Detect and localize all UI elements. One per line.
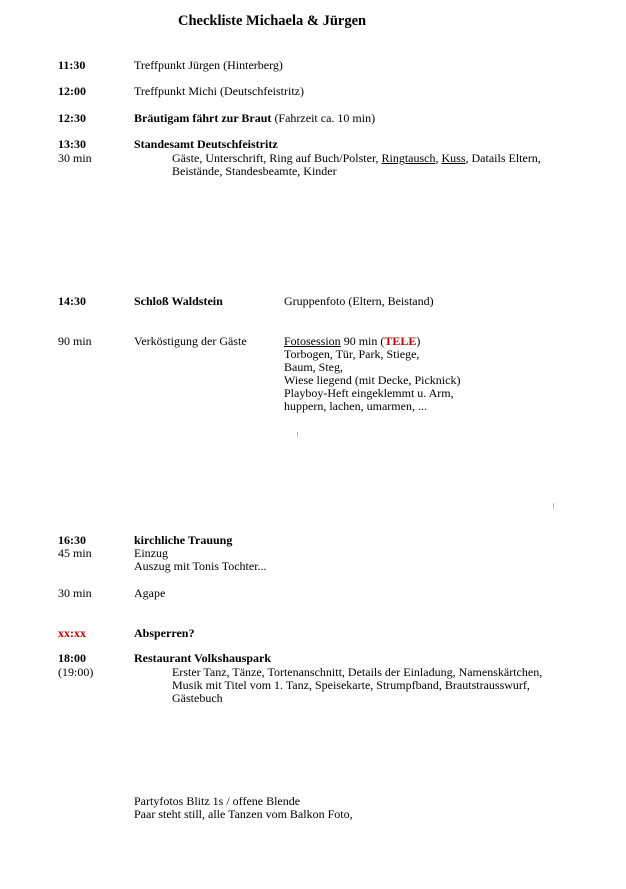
entry-fotosession bbox=[284, 335, 460, 413]
alt-time-1900: (19:00) bbox=[58, 665, 94, 679]
time-1130: 11:30 bbox=[58, 58, 86, 72]
duration-90min: 90 min bbox=[58, 334, 92, 348]
entry-kirchliche-trauung-title: kirchliche Trauung bbox=[134, 533, 233, 547]
entry-einzug: Einzug bbox=[134, 546, 168, 560]
restaurant-line-1: Erster Tanz, Tänze, Tortenanschnitt, Details der Einladung, Namenskärtchen, bbox=[172, 665, 543, 679]
fotosession-line-2: Baum, Steg, bbox=[284, 360, 343, 374]
fotosession-line-4: Playboy-Heft eingeklemmt u. Arm, bbox=[284, 386, 454, 400]
entry-restaurant-details bbox=[172, 666, 542, 705]
standesamt-kuss: Kuss bbox=[441, 151, 466, 165]
entry-restaurant-title: Restaurant Volkshauspark bbox=[134, 651, 272, 665]
duration-30min-agape: 30 min bbox=[58, 586, 92, 600]
fotosession-rest: 90 min ( bbox=[340, 334, 385, 348]
standesamt-text-e: , Datails Eltern, bbox=[465, 151, 541, 165]
time-1230: 12:30 bbox=[58, 111, 86, 125]
time-1330: 13:30 bbox=[58, 137, 86, 151]
entry-treffpunkt-michi: Treffpunkt Michi (Deutschfeistritz) bbox=[134, 84, 304, 98]
entry-braeutigam-bold: Bräutigam fährt zur Braut bbox=[134, 111, 272, 125]
entry-standesamt-title: Standesamt Deutschfeistritz bbox=[134, 137, 278, 151]
fotosession-line-5: huppern, lachen, umarmen, ... bbox=[284, 399, 427, 413]
entry-gruppenfoto: Gruppenfoto (Eltern, Beistand) bbox=[284, 294, 434, 308]
entry-standesamt-details bbox=[172, 152, 541, 178]
time-1200: 12:00 bbox=[58, 84, 86, 98]
standesamt-ringtausch: Ringtausch bbox=[381, 151, 436, 165]
duration-30min: 30 min bbox=[58, 151, 92, 165]
time-1630: 16:30 bbox=[58, 533, 86, 547]
entry-agape: Agape bbox=[134, 586, 166, 600]
entry-verkoestigung: Verköstigung der Gäste bbox=[134, 334, 247, 348]
entry-schloss-title: Schloß Waldstein bbox=[134, 294, 223, 308]
restaurant-line-2: Musik mit Titel vom 1. Tanz, Speisekarte, Strumpfband, Brautstrausswurf, bbox=[172, 678, 530, 692]
restaurant-line-3: Gästebuch bbox=[172, 691, 223, 705]
entry-auszug: Auszug mit Tonis Tochter... bbox=[134, 559, 267, 573]
entry-braeutigam-rest: (Fahrzeit ca. 10 min) bbox=[271, 111, 376, 125]
entry-braeutigam bbox=[134, 112, 375, 125]
fotosession-line-1: Torbogen, Tür, Park, Stiege, bbox=[284, 347, 420, 361]
time-1800: 18:00 bbox=[58, 651, 86, 665]
tele-label: TELE bbox=[384, 334, 417, 348]
time-1430: 14:30 bbox=[58, 294, 86, 308]
standesamt-text-c: , bbox=[435, 151, 442, 165]
duration-45min: 45 min bbox=[58, 546, 92, 560]
fotosession-close: ) bbox=[416, 334, 421, 348]
scan-mark bbox=[297, 432, 298, 437]
entry-treffpunkt-juergen: Treffpunkt Jürgen (Hinterberg) bbox=[134, 58, 283, 72]
scan-mark bbox=[553, 503, 554, 509]
footer-partyfotos: Partyfotos Blitz 1s / offene Blende bbox=[134, 794, 301, 808]
standesamt-text-a: Gäste, Unterschrift, Ring auf Buch/Polster, bbox=[172, 151, 382, 165]
fotosession-line-3: Wiese liegend (mit Decke, Picknick) bbox=[284, 373, 461, 387]
time-xxxx: xx:xx bbox=[58, 626, 86, 640]
page-title: Checkliste Michaela & Jürgen bbox=[178, 13, 367, 29]
entry-absperren: Absperren? bbox=[134, 626, 195, 640]
standesamt-line-2: Beistände, Standesbeamte, Kinder bbox=[172, 164, 337, 178]
fotosession-label: Fotosession bbox=[284, 334, 341, 348]
footer-paar: Paar steht still, alle Tanzen vom Balkon Foto, bbox=[134, 807, 353, 821]
